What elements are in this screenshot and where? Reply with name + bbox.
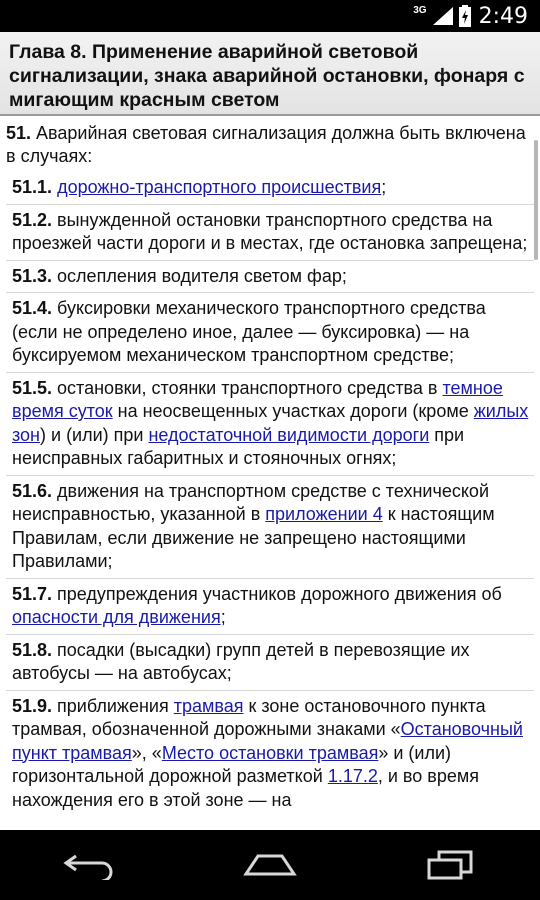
list-item: [6, 260, 534, 293]
item-text: остановки, стоянки транспортного средства в: [52, 377, 443, 398]
home-icon: [240, 850, 300, 880]
item-number: 51.4.: [12, 298, 53, 318]
item-text: к настоящим Правилам, если движение не запрещено настоящими Правилами;: [12, 504, 495, 571]
recents-button[interactable]: [410, 840, 490, 890]
back-icon: [62, 850, 118, 880]
item-text: ) и (или) при: [40, 424, 149, 445]
item-text: », «: [131, 742, 162, 763]
item-text: движения на транспортном средстве с технической неисправностью, указанной в: [12, 480, 489, 524]
item-text: к зоне остановочного пункта трамвая, обозначенной дорожными знаками «: [12, 695, 486, 739]
signal-icon: [433, 7, 453, 25]
back-button[interactable]: [50, 840, 130, 890]
link[interactable]: Место остановки трамвая: [161, 742, 379, 763]
article-number: 51.: [6, 123, 32, 143]
list-item: [6, 475, 534, 578]
list-item: [6, 634, 534, 690]
item-text: ;: [220, 607, 226, 627]
article-content[interactable]: [0, 118, 540, 830]
list-item: [6, 204, 534, 260]
chapter-title: Глава 8. Применение аварийной световой сигнализации, знака аварийной остановки, фонаря с мигающим красным светом: [9, 41, 525, 111]
article-intro-text: Аварийная световая сигнализация должна быть включена в случаях:: [6, 123, 526, 166]
scrollbar[interactable]: [534, 140, 538, 260]
navigation-bar: [0, 830, 540, 900]
item-text: посадки (высадки) групп детей в перевозящие их автобусы — на автобусах;: [12, 639, 470, 683]
link[interactable]: недостаточной видимости дороги: [148, 424, 430, 445]
item-number: 51.2.: [12, 209, 53, 230]
battery-charging-icon: [459, 5, 471, 27]
item-text: приближения: [52, 695, 174, 716]
list-item: [6, 292, 534, 372]
link[interactable]: дорожно-транспортного происшествия: [57, 177, 382, 197]
item-text: предупреждения участников дорожного движения об: [52, 583, 502, 604]
list-item: [6, 172, 534, 204]
item-number: 51.5.: [12, 377, 53, 398]
item-text: на неосвещенных участках дороги (кроме: [112, 401, 474, 421]
chapter-header: [0, 32, 540, 116]
item-text: , и во время нахождения его в этой зоне — на: [12, 766, 480, 810]
item-text: буксировки механического транспортного средства (если не определено иное, далее — буксировка) — на буксируемом механическом транспортном средстве;: [12, 298, 486, 365]
item-text: ;: [381, 177, 387, 197]
item-text: вынужденной остановки транспортного средства на проезжей части дороги и в местах, где остановка запрещена;: [12, 209, 528, 253]
item-text: ослепления водителя светом фар;: [52, 265, 347, 286]
link[interactable]: трамвая: [173, 695, 244, 716]
network-type: 3G: [413, 4, 427, 16]
recents-icon: [425, 850, 475, 880]
home-button[interactable]: [230, 840, 310, 890]
link[interactable]: опасности для движения: [12, 607, 221, 627]
item-text: при неисправных габаритных и стояночных огнях;: [12, 424, 465, 468]
link[interactable]: темное время суток: [12, 377, 503, 421]
list-item: [6, 578, 534, 634]
list-item: [6, 372, 534, 475]
item-number: 51.8.: [12, 639, 53, 660]
article-intro: [6, 122, 534, 168]
item-number: 51.6.: [12, 480, 53, 501]
link[interactable]: 1.17.2: [327, 766, 378, 786]
link[interactable]: приложении 4: [265, 504, 383, 524]
item-number: 51.9.: [12, 695, 53, 716]
item-number: 51.3.: [12, 265, 53, 286]
item-number: 51.7.: [12, 583, 53, 604]
list-item: [6, 690, 534, 817]
link[interactable]: Остановочный пункт трамвая: [12, 719, 523, 763]
item-text: » и (или) горизонтальной дорожной разметкой: [12, 742, 452, 786]
status-bar: [0, 0, 540, 32]
item-number: 51.1.: [12, 177, 53, 197]
clock: 2:49: [478, 3, 528, 29]
link[interactable]: жилых зон: [12, 401, 529, 445]
